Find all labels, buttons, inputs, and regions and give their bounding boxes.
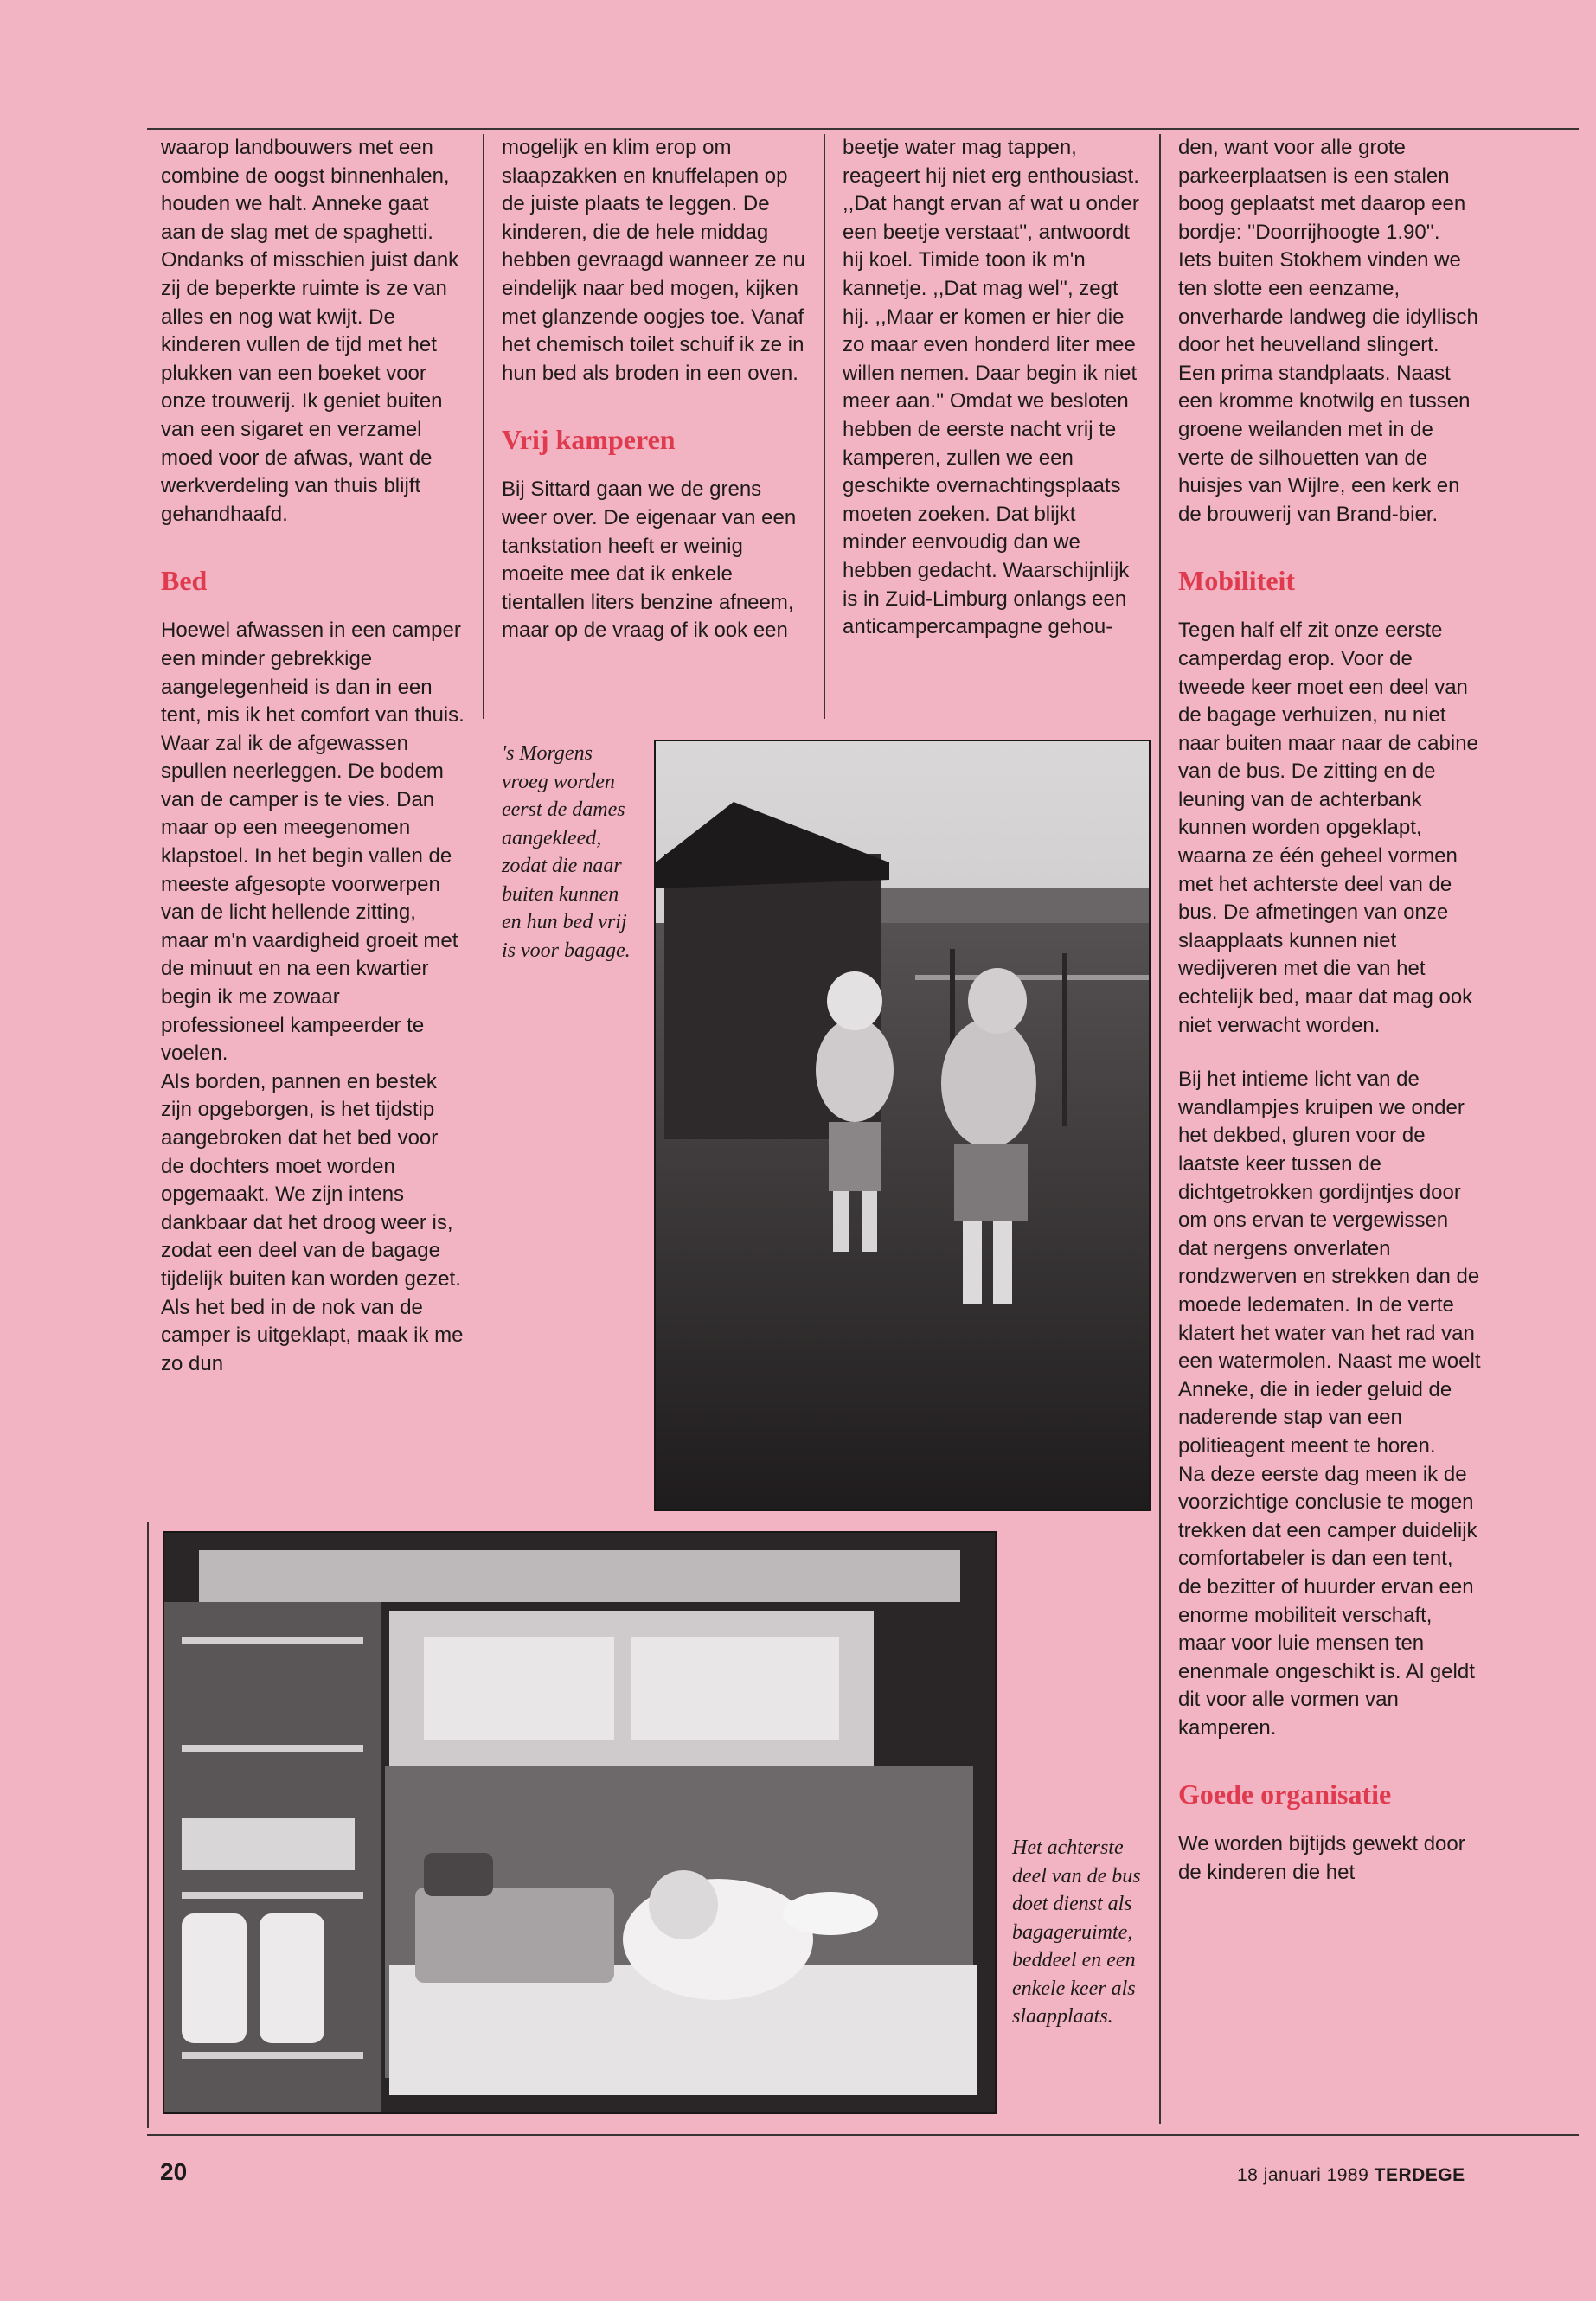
paragraph: den, want voor alle grote parkeerplaatsen is een stalen boog geplaatst met daarop een bordje: ''Doorrijhoogte 1.90''. bbox=[1178, 136, 1466, 244]
column-divider-1 bbox=[483, 134, 484, 719]
paragraph: Bij Sittard gaan we de grens weer over. De eigenaar van een tankstation heeft er weinig moeite mee dat ik enkele tientallen liters benzine afneem, maar op de vraag of ik ook een bbox=[502, 478, 797, 643]
column-divider-2 bbox=[824, 134, 825, 719]
paragraph: Hoewel afwassen in een camper een minder gebrekkige aangelegenheid is dan in een tent, mis ik het comfort van thuis. Waar zal ik de afgewassen spullen neerleggen. De bodem van de camper is te vies. Dan maar op een meegenomen klapstoel. In het begin vallen de meeste afgesopte voorwerpen van de licht hellende zitting, maar m'n vaardigheid groeit met de minuut en na een kwartier begin ik me zowaar professioneel kampeerder te voelen. bbox=[161, 619, 465, 1066]
paragraph: Tegen half elf zit onze eerste camperdag erop. Voor de tweede keer moet een deel van de bagage verhuizen, nu niet naar buiten maar naar de cabine van de bus. De zitting en de leuning van de achterbank kunnen worden opgeklapt, waarna ze één geheel vormen met het achterste deel van de bus. De afmetingen van onze slaapplaats kunnen niet wedijveren met die van het echtelijk bed, maar dat mag ook niet verwacht worden. bbox=[1178, 619, 1478, 1037]
paragraph: beetje water mag tappen, reageert hij niet erg enthousiast. ,,Dat hangt ervan af wat u onder een beetje verstaat'', antwoordt hij koel. Timide toon ik m'n kannetje. ,,Dat mag wel'', zegt hij. ,,Maar er komen er hier die zo maar even honderd liter mee willen nemen. Daar begin ik niet meer aan.'' Omdat we besloten hebben de eerste nacht vrij te kamperen, zullen we een geschikte overnachtingsplaats moeten zoeken. Dat blijkt minder eenvoudig dan we hebben gedacht. Waarschijnlijk is in Zuid-Limburg onlangs een anticampercampagne gehou- bbox=[843, 136, 1139, 639]
column-divider-3 bbox=[1159, 134, 1161, 2124]
photo-girls-drawing bbox=[656, 741, 1149, 1509]
paragraph: Bij het intieme licht van de wandlampjes kruipen we onder het dekbed, gluren voor de laatste keer tussen de dichtgetrokken gordijntjes door om ons ervan te vergewissen dat nergens onverlaten rondzwerven en strekken dan de moede ledematen. In de verte klatert het water van het rad van een watermolen. Naast me woelt Anneke, die in ieder geluid de naderende stap van een politieagent meent te horen. bbox=[1178, 1067, 1481, 1458]
left-frame-line bbox=[147, 1522, 149, 2128]
photo-bus-drawing bbox=[164, 1533, 995, 2112]
article-column-2 bbox=[502, 134, 806, 645]
page-number: 20 bbox=[160, 2158, 188, 2185]
heading-mobiliteit: Mobiliteit bbox=[1178, 565, 1296, 597]
photo-bus-interior bbox=[163, 1531, 997, 2114]
paragraph: Als borden, pannen en bestek zijn opgeborgen, is het tijdstip aangebroken dat het bed voor de dochters moet worden opgemaakt. We zijn intens dankbaar dat het droog weer is, zodat een deel van de bagage tijdelijk buiten kan worden gezet. Als het bed in de nok van de camper is uitgeklapt, maak ik me zo dun bbox=[161, 1069, 464, 1375]
issue-date: 18 januari 1989 bbox=[1237, 2165, 1375, 2185]
paragraph: Iets buiten Stokhem vinden we ten slotte een eenzame, onverharde landweg die idyllisch door het heuvelland slingert. Een prima standplaats. Naast een kromme knotwilg en tussen groene weilanden met in de verte de silhouetten van de huisjes van Wijlre, een kerk en de brouwerij van Brand-bier. bbox=[1178, 248, 1478, 526]
paragraph: waarop landbouwers met een combine de oogst binnenhalen, houden we halt. Anneke gaat aan de slag met de spaghetti. Ondanks of misschien juist dank zij de beperkte ruimte is ze van alles en nog wat kwijt. De kinderen vullen de tijd met het plukken van een boeket voor onze trouwerij. Ik geniet buiten van een sigaret en verzamel moed voor de afwas, want de werkverdeling van thuis blijft gehandhaafd. bbox=[161, 136, 459, 526]
footer-issue-info bbox=[1237, 2165, 1465, 2186]
photo-caption-bus: Het achterste deel van de bus doet dienst als bagageruimte, beddeel en een enkele keer als slaapplaats. bbox=[1012, 1836, 1141, 2028]
heading-goede-organisatie: Goede organisatie bbox=[1178, 1779, 1392, 1811]
photo-caption-girls: 's Morgens vroeg worden eerst de dames aangekleed, zodat die naar buiten kunnen en hun bed vrij is voor bagage. bbox=[502, 742, 631, 962]
magazine-name: TERDEGE bbox=[1374, 2165, 1465, 2185]
top-rule bbox=[147, 128, 1579, 130]
paragraph: Na deze eerste dag meen ik de voorzichtige conclusie te mogen trekken dat een camper duidelijk comfortabeler is dan een tent, de bezitter of huurder ervan een enorme mobiliteit verschaft, maar voor luie mensen ten enenmale ongeschikt is. Al geldt dit voor alle vormen van kamperen. bbox=[1178, 1462, 1477, 1740]
bottom-rule bbox=[147, 2134, 1579, 2136]
heading-bed: Bed bbox=[161, 565, 208, 597]
article-column-4 bbox=[1178, 134, 1481, 1888]
article-column-3 bbox=[843, 134, 1144, 642]
article-column-1 bbox=[161, 134, 465, 1378]
paragraph: mogelijk en klim erop om slaapzakken en knuffelapen op de juiste plaats te leggen. De kinderen, die de hele middag hebben gevraagd wanneer ze nu eindelijk naar bed mogen, kijken met glanzende oogjes toe. Vanaf het chemisch toilet schuif ik ze in hun bed als broden in een oven. bbox=[502, 136, 805, 385]
photo-girls-at-fence bbox=[654, 740, 1151, 1511]
heading-vrij-kamperen: Vrij kamperen bbox=[502, 424, 676, 456]
paragraph: We worden bijtijds gewekt door de kinderen die het bbox=[1178, 1832, 1465, 1885]
